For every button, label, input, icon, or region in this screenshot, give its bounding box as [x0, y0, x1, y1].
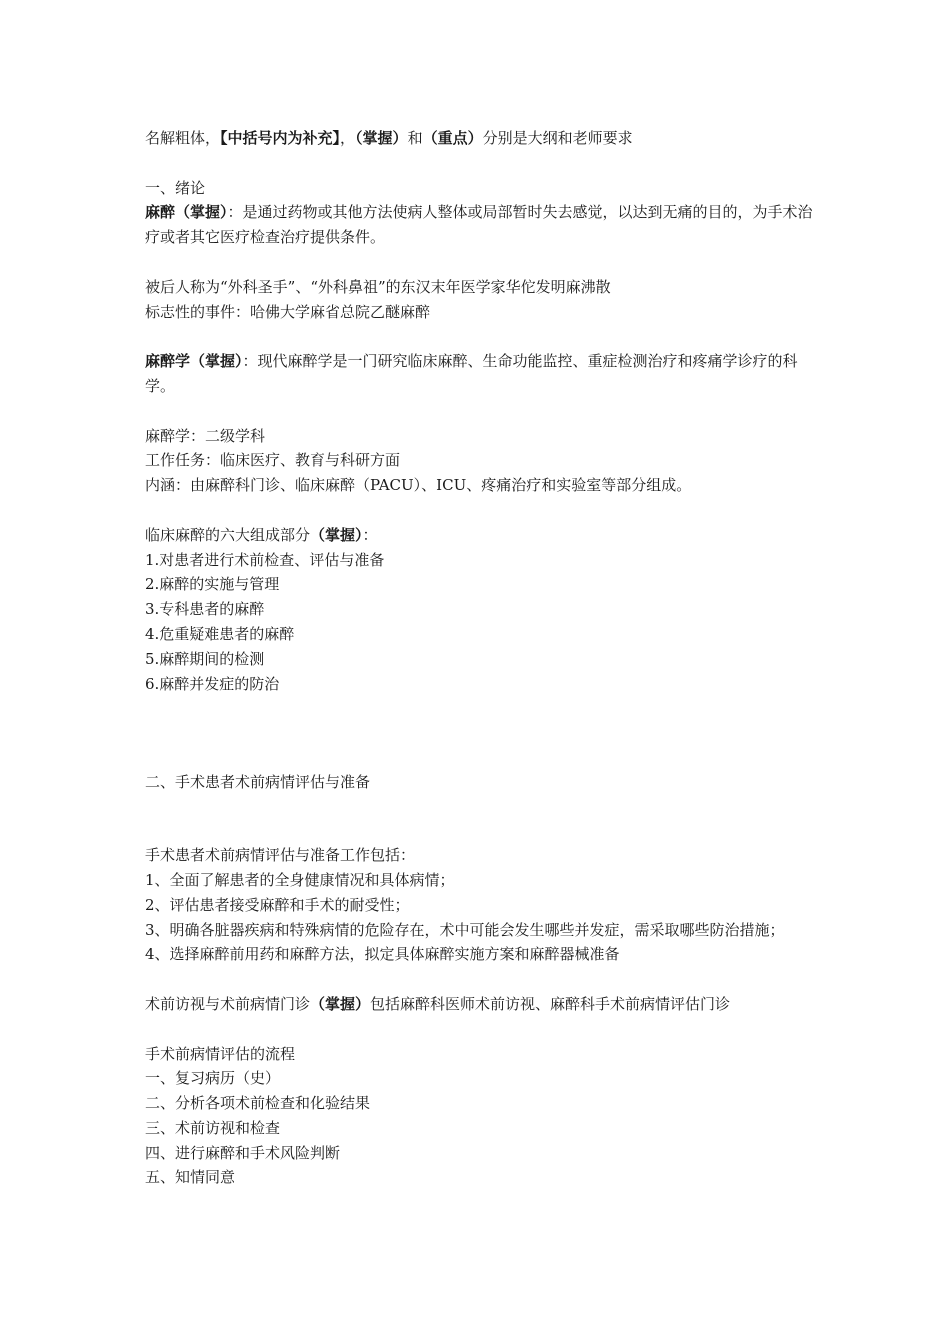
landmark-line: 标志性的事件：哈佛大学麻省总院乙醚麻醉 [145, 302, 431, 321]
anesthesiology-definition [145, 349, 815, 399]
document-page [145, 126, 815, 1190]
list-item: 6.麻醉并发症的防治 [145, 674, 280, 693]
section2-heading: 二、手术患者术前病情评估与准备 [145, 773, 371, 792]
intro-part4: （掌握） [355, 129, 408, 147]
anesthesia-term: 麻醉（掌握） [145, 203, 228, 222]
list-item: 3、明确各脏器疾病和特殊病情的危险存在，术中可能会发生哪些并发症，需采取哪些防治措施； [145, 920, 785, 939]
list-item: 1、全面了解患者的全身健康情况和具体病情； [145, 870, 455, 889]
discipline-line: 麻醉学：二级学科 [145, 426, 266, 445]
six-parts-label: 临床麻醉的六大组成部分 [145, 525, 311, 544]
list-item: 五、知情同意 [145, 1168, 236, 1187]
list-item: 四、进行麻醉和手术风险判断 [145, 1143, 341, 1162]
huatuo-line: 被后人称为“外科圣手”、“外科鼻祖”的东汉末年医学家华佗发明麻沸散 [145, 277, 611, 296]
anesthesiology-def: ：现代麻醉学是一门研究临床麻醉、生命功能监控、重症检测治疗和疼痛学诊疗的科学。 [145, 352, 798, 395]
list-item: 三、术前访视和检查 [145, 1118, 281, 1137]
anesthesia-definition [145, 200, 815, 250]
intro-part5: 和 [407, 129, 423, 147]
anesthesiology-term: 麻醉学（掌握） [145, 352, 243, 371]
visit-mark: （掌握） [310, 994, 371, 1013]
intro-part1: 名解粗体， [145, 129, 221, 147]
six-parts-title [145, 523, 815, 548]
intro-line [145, 126, 815, 151]
list-item: 3.专科患者的麻醉 [145, 600, 265, 619]
intro-part2: 【中括号内为补充】 [220, 129, 341, 147]
intro-part3: ， [340, 129, 356, 147]
list-item: 二、分析各项术前检查和化验结果 [145, 1094, 371, 1113]
list-item: 4、选择麻醉前用药和麻醉方法，拟定具体麻醉实施方案和麻醉器械准备 [145, 945, 620, 964]
intro-part7: 分别是大纲和老师要求 [482, 129, 633, 147]
visit-part1: 术前访视与术前病情门诊 [145, 994, 311, 1013]
connotation-line: 内涵：由麻醉科门诊、临床麻醉（PACU）、ICU、疼痛治疗和实验室等部分组成。 [145, 476, 692, 495]
list-item: 4.危重疑难患者的麻醉 [145, 624, 295, 643]
list-item: 2、评估患者接受麻醉和手术的耐受性； [145, 895, 410, 914]
intro-part6: （重点） [422, 129, 483, 147]
section1-heading: 一、绪论 [145, 178, 206, 197]
list-item: 5.麻醉期间的检测 [145, 649, 265, 668]
list-item: 2.麻醉的实施与管理 [145, 575, 280, 594]
work-intro: 手术患者术前病情评估与准备工作包括： [145, 846, 416, 865]
visit-line [145, 992, 815, 1017]
tasks-line: 工作任务：临床医疗、教育与科研方面 [145, 451, 401, 470]
six-parts-colon: ： [362, 525, 378, 544]
list-item: 一、复习病历（史） [145, 1069, 281, 1088]
visit-part2: 包括麻醉科医师术前访视、麻醉科手术前病情评估门诊 [370, 994, 731, 1013]
flow-title: 手术前病情评估的流程 [145, 1044, 296, 1063]
anesthesia-def: ：是通过药物或其他方法使病人整体或局部暂时失去感觉，以达到无痛的目的，为手术治疗或者其它医疗检查治疗提供条件。 [145, 203, 813, 247]
six-parts-mark: （掌握） [310, 525, 363, 544]
list-item: 1.对患者进行术前检查、评估与准备 [145, 550, 385, 569]
